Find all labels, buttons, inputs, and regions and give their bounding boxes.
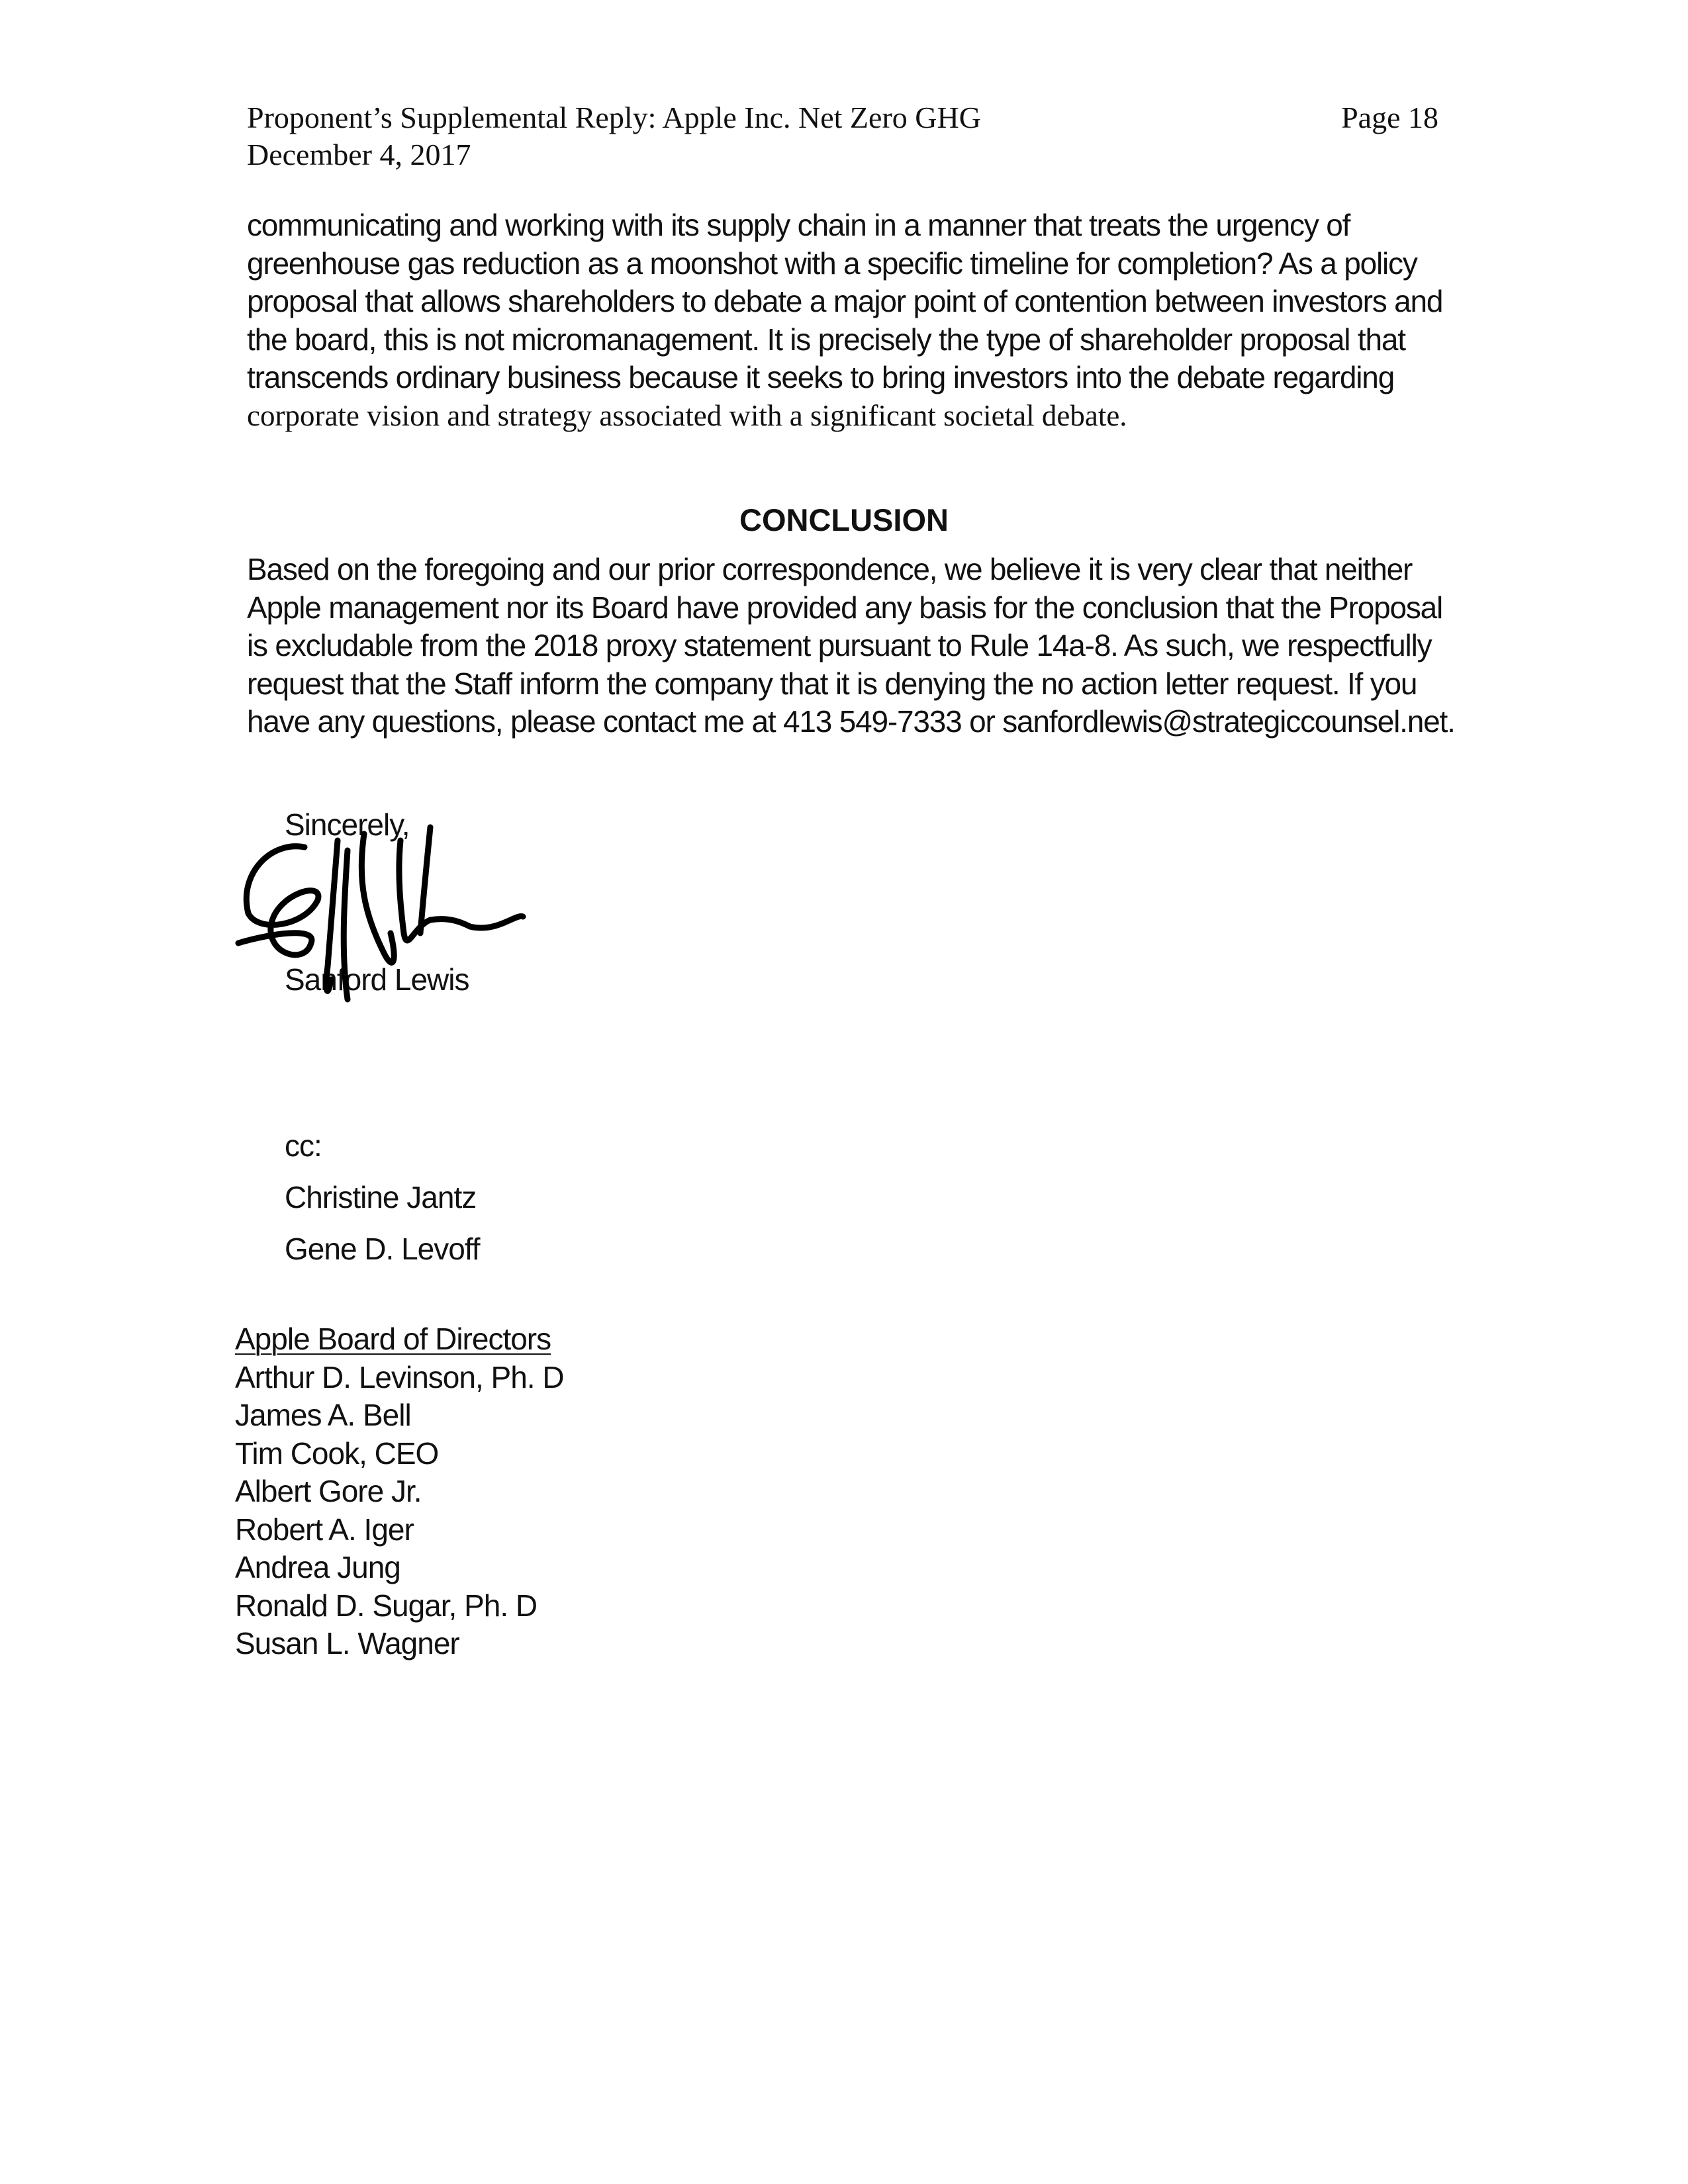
page-number: Page 18: [1341, 101, 1438, 134]
conclusion-heading: CONCLUSION: [739, 502, 949, 537]
board-member: Robert A. Iger: [235, 1512, 414, 1547]
body-line: corporate vision and strategy associated with a significant societal debate.: [247, 398, 1127, 432]
conclusion-line: is excludable from the 2018 proxy statement pursuant to Rule 14a-8. As such, we respectfully: [247, 628, 1432, 662]
handwritten-signature: [232, 801, 576, 1019]
body-line: transcends ordinary business because it seeks to bring investors into the debate regarding: [247, 360, 1395, 394]
signer-name: Sanford Lewis: [285, 962, 469, 997]
body-line: communicating and working with its supply chain in a manner that treats the urgency of: [247, 208, 1350, 242]
header-date: December 4, 2017: [247, 138, 471, 171]
body-line: greenhouse gas reduction as a moonshot with a specific timeline for completion? As a policy: [247, 246, 1417, 281]
board-member: James A. Bell: [235, 1398, 411, 1432]
board-member: Ronald D. Sugar, Ph. D: [235, 1588, 538, 1623]
board-member: Tim Cook, CEO: [235, 1435, 439, 1471]
closing-salutation: Sincerely,: [285, 807, 410, 842]
header-title: Proponent’s Supplemental Reply: Apple Inc. Net Zero GHG: [247, 101, 981, 134]
board-of-directors: [235, 1320, 564, 1663]
board-member: Susan L. Wagner: [235, 1626, 459, 1661]
cc-label: cc:: [285, 1128, 322, 1163]
conclusion-line: request that the Staff inform the company that it is denying the no action letter request. If you: [247, 666, 1417, 701]
board-member: Albert Gore Jr.: [235, 1474, 422, 1508]
cc-recipient: Gene D. Levoff: [285, 1232, 480, 1266]
body-paragraph: [247, 206, 1443, 435]
conclusion-line: Based on the foregoing and our prior correspondence, we believe it is very clear that neither: [247, 552, 1413, 586]
page-header: [247, 99, 1438, 173]
body-line: the board, this is not micromanagement. It is precisely the type of shareholder proposal that: [247, 322, 1405, 357]
board-title: Apple Board of Directors: [235, 1322, 551, 1356]
conclusion-line: have any questions, please contact me at 413 549-7333 or sanfordlewis@strategiccounsel.net.: [247, 704, 1455, 739]
body-line: proposal that allows shareholders to debate a major point of contention between investors and: [247, 284, 1443, 318]
board-member: Andrea Jung: [235, 1550, 400, 1584]
cc-block: [285, 1120, 480, 1275]
conclusion-line: Apple management nor its Board have provided any basis for the conclusion that the Proposal: [247, 590, 1443, 625]
conclusion-paragraph: [247, 551, 1455, 741]
cc-recipient: Christine Jantz: [285, 1180, 477, 1214]
board-member: Arthur D. Levinson, Ph. D: [235, 1359, 564, 1394]
